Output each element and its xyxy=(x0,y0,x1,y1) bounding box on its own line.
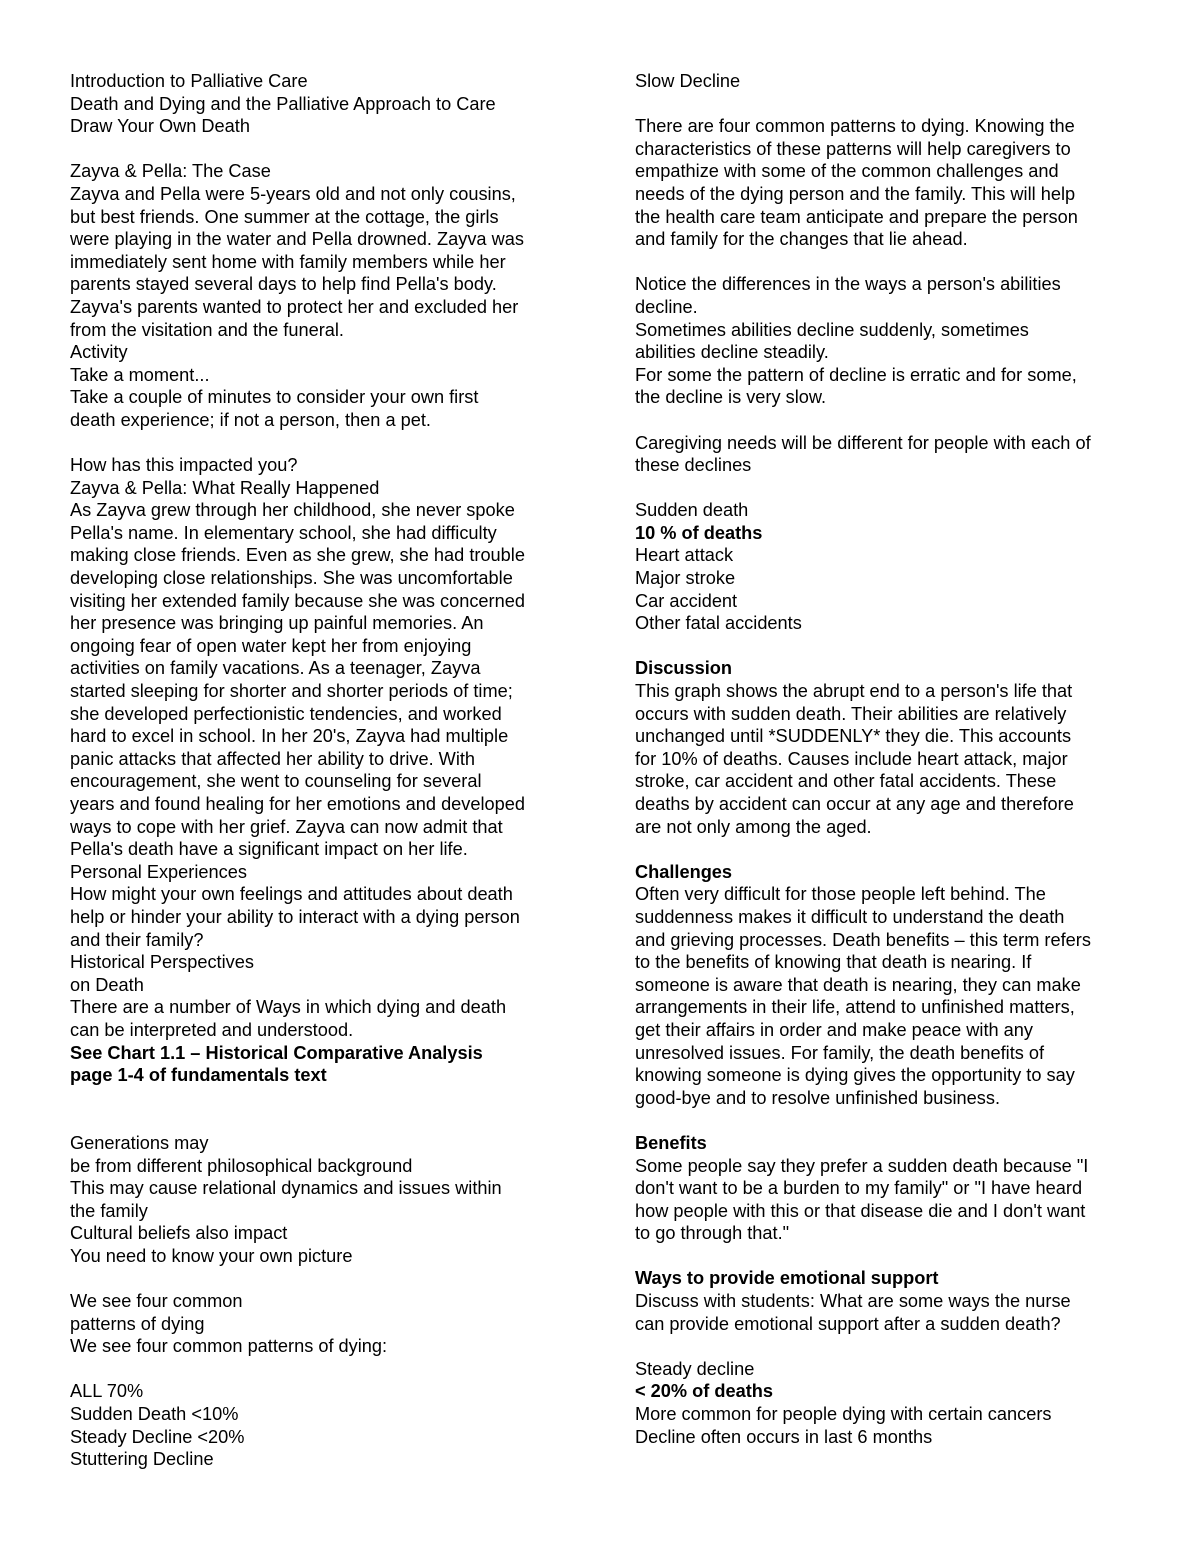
text-line: patterns of dying xyxy=(70,1313,205,1334)
text-line: but best friends. One summer at the cottage, the girls xyxy=(70,206,499,227)
text-line: arrangements in their life, attend to unfinished matters, xyxy=(635,997,1075,1018)
text-line: how people with this or that disease die and I don't want xyxy=(635,1200,1086,1221)
text-line: Discuss with students: What are some ways the nurse xyxy=(635,1291,1071,1312)
bold-text-line: Challenges xyxy=(635,861,733,882)
text-line: Caregiving needs will be different for people with each of xyxy=(635,432,1091,453)
blank-line xyxy=(635,93,1135,116)
blank-line xyxy=(635,1245,1135,1268)
text-line: and their family? xyxy=(70,929,204,950)
text-line: activities on family vacations. As a teenager, Zayva xyxy=(70,658,481,679)
text-line: ALL 70% xyxy=(70,1381,144,1402)
blank-line xyxy=(635,251,1135,274)
text-line: Pella's name. In elementary school, she had difficulty xyxy=(70,522,497,543)
text-line: years and found healing for her emotions and developed xyxy=(70,794,526,814)
blank-line xyxy=(635,838,1135,861)
text-line: Car accident xyxy=(635,590,738,611)
text-line: hard to excel in school. In her 20's, Zayva had multiple xyxy=(70,726,509,747)
text-line: Steady Decline <20% xyxy=(70,1426,245,1447)
text-line: started sleeping for shorter and shorter periods of time; xyxy=(70,681,513,702)
blank-line xyxy=(635,635,1135,658)
text-line: Introduction to Palliative Care xyxy=(70,71,308,91)
text-line: We see four common xyxy=(70,1291,243,1312)
text-line: and family for the changes that lie ahead. xyxy=(635,229,968,250)
text-line: Major stroke xyxy=(635,568,736,589)
text-line: Personal Experiences xyxy=(70,861,247,882)
text-line: Death and Dying and the Palliative Approach to Care xyxy=(70,93,496,114)
text-line: for 10% of deaths. Causes include heart attack, major xyxy=(635,748,1068,769)
text-line: Zayva's parents wanted to protect her and excluded her xyxy=(70,296,519,317)
text-line: characteristics of these patterns will help caregivers to xyxy=(635,138,1071,159)
blank-line xyxy=(70,1109,570,1132)
text-line: suddenness makes it difficult to understand the death xyxy=(635,906,1065,927)
text-line: Steady decline xyxy=(635,1358,755,1379)
text-line: Zayva and Pella were 5-years old and not only cousins, xyxy=(70,183,516,204)
text-line: More common for people dying with certain cancers xyxy=(635,1404,1052,1425)
blank-line xyxy=(635,477,1135,500)
text-line: to go through that." xyxy=(635,1223,790,1244)
text-line: Slow Decline xyxy=(635,71,741,91)
text-line: unresolved issues. For family, the death benefits of xyxy=(635,1042,1045,1063)
text-line: the health care team anticipate and prepare the person xyxy=(635,206,1078,227)
text-line: Heart attack xyxy=(635,545,734,566)
text-line: There are four common patterns to dying. Knowing the xyxy=(635,116,1075,137)
text-line: There are a number of Ways in which dying and death xyxy=(70,997,507,1018)
text-line: Decline often occurs in last 6 months xyxy=(635,1426,933,1447)
text-line: and grieving processes. Death benefits – this term refers xyxy=(635,929,1091,950)
text-line: Often very difficult for those people left behind. The xyxy=(635,884,1046,905)
text-line: someone is aware that death is nearing, they can make xyxy=(635,974,1081,995)
text-line: For some the pattern of decline is erratic and for some, xyxy=(635,364,1077,385)
text-line: Pella's death have a significant impact on her life. xyxy=(70,839,468,860)
bold-text-line: Ways to provide emotional support xyxy=(635,1268,939,1289)
text-line: are not only among the aged. xyxy=(635,816,872,837)
blank-line xyxy=(635,1109,1135,1132)
text-line: the family xyxy=(70,1200,148,1221)
text-line: abilities decline steadily. xyxy=(635,342,829,363)
text-line: Generations may xyxy=(70,1132,209,1153)
text-line: How has this impacted you? xyxy=(70,455,298,476)
bold-text-line: See Chart 1.1 – Historical Comparative Analysis xyxy=(70,1042,483,1063)
text-line: making close friends. Even as she grew, she had trouble xyxy=(70,545,525,566)
text-line: stroke, car accident and other fatal accidents. These xyxy=(635,771,1057,792)
text-line: developing close relationships. She was uncomfortable xyxy=(70,568,513,589)
text-line: Notice the differences in the ways a person's abilities xyxy=(635,274,1061,295)
text-line: knowing someone is dying gives the opportunity to say xyxy=(635,1065,1075,1086)
text-line: Take a couple of minutes to consider your own first xyxy=(70,387,479,408)
right-column xyxy=(635,70,1135,1448)
text-line: Sudden Death <10% xyxy=(70,1404,239,1425)
text-line: she developed perfectionistic tendencies, and worked xyxy=(70,703,502,724)
text-line: Stuttering Decline xyxy=(70,1449,214,1470)
text-line: Historical Perspectives xyxy=(70,952,254,973)
text-line: Activity xyxy=(70,342,128,363)
text-line: death experience; if not a person, then a pet. xyxy=(70,409,431,430)
text-line: these declines xyxy=(635,455,752,476)
text-line: As Zayva grew through her childhood, she never spoke xyxy=(70,500,515,521)
text-line: on Death xyxy=(70,974,144,995)
blank-line xyxy=(70,1358,570,1381)
text-line: Cultural beliefs also impact xyxy=(70,1223,288,1244)
text-line: panic attacks that affected her ability to drive. With xyxy=(70,748,476,769)
text-line: don't want to be a burden to my family" or "I have heard xyxy=(635,1178,1083,1199)
bold-text-line: Discussion xyxy=(635,658,733,679)
bold-text-line: page 1-4 of fundamentals text xyxy=(70,1065,327,1086)
text-line: Zayva & Pella: The Case xyxy=(70,161,271,182)
text-line: unchanged until *SUDDENLY* they die. This accounts xyxy=(635,726,1072,747)
blank-line xyxy=(70,432,570,455)
text-line: Sometimes abilities decline suddenly, sometimes xyxy=(635,319,1029,340)
text-line: We see four common patterns of dying: xyxy=(70,1336,388,1357)
text-line: encouragement, she went to counseling for several xyxy=(70,771,482,792)
text-line: parents stayed several days to help find Pella's body. xyxy=(70,274,497,295)
text-line: ways to cope with her grief. Zayva can now admit that xyxy=(70,816,503,837)
blank-line xyxy=(635,1335,1135,1358)
text-line: Zayva & Pella: What Really Happened xyxy=(70,477,380,498)
text-line: her presence was bringing up painful memories. An xyxy=(70,613,484,634)
text-line: How might your own feelings and attitudes about death xyxy=(70,884,513,905)
text-line: ongoing fear of open water kept her from enjoying xyxy=(70,635,472,656)
text-line: to the benefits of knowing that death is nearing. If xyxy=(635,952,1032,973)
text-line: needs of the dying person and the family. This will help xyxy=(635,183,1076,204)
left-column xyxy=(70,70,570,1471)
bold-text-line: 10 % of deaths xyxy=(635,522,763,543)
text-line: be from different philosophical background xyxy=(70,1155,413,1176)
text-line: immediately sent home with family members while her xyxy=(70,251,506,272)
text-line: This graph shows the abrupt end to a person's life that xyxy=(635,681,1073,702)
text-line: occurs with sudden death. Their abilities are relatively xyxy=(635,703,1067,724)
blank-line xyxy=(635,409,1135,432)
text-line: Draw Your Own Death xyxy=(70,116,250,137)
blank-line xyxy=(70,1087,570,1110)
text-line: Take a moment... xyxy=(70,364,210,385)
text-line: Other fatal accidents xyxy=(635,613,802,634)
text-line: good-bye and to resolve unfinished business. xyxy=(635,1087,1001,1108)
text-line: Some people say they prefer a sudden death because "I xyxy=(635,1155,1089,1176)
text-line: Sudden death xyxy=(635,500,749,521)
blank-line xyxy=(70,138,570,161)
text-line: visiting her extended family because she was concerned xyxy=(70,590,525,611)
text-line: You need to know your own picture xyxy=(70,1245,353,1266)
text-line: This may cause relational dynamics and issues within xyxy=(70,1178,502,1199)
text-line: get their affairs in order and make peace with any xyxy=(635,1019,1033,1040)
bold-text-line: Benefits xyxy=(635,1132,707,1153)
text-line: the decline is very slow. xyxy=(635,387,827,408)
blank-line xyxy=(70,1267,570,1290)
bold-text-line: < 20% of deaths xyxy=(635,1381,773,1402)
text-line: deaths by accident can occur at any age and therefore xyxy=(635,794,1074,814)
text-line: were playing in the water and Pella drowned. Zayva was xyxy=(70,229,524,250)
text-line: from the visitation and the funeral. xyxy=(70,319,344,340)
text-line: can provide emotional support after a sudden death? xyxy=(635,1313,1061,1334)
text-line: decline. xyxy=(635,296,698,317)
text-line: can be interpreted and understood. xyxy=(70,1019,354,1040)
text-line: help or hinder your ability to interact with a dying person xyxy=(70,906,520,927)
text-line: empathize with some of the common challenges and xyxy=(635,161,1059,182)
